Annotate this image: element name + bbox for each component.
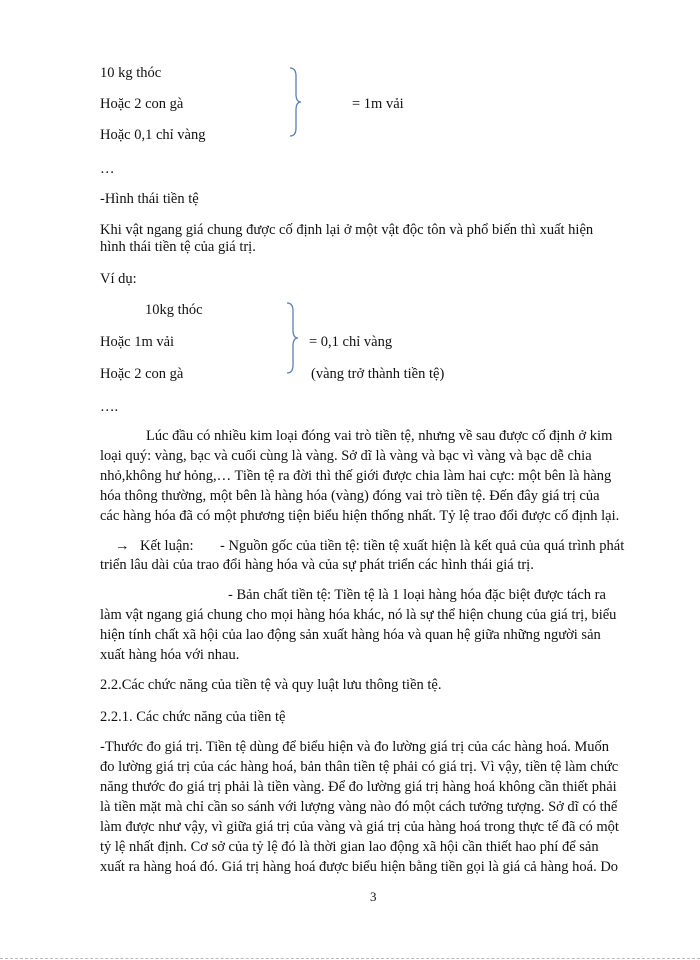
example1-ellipsis: …: [100, 161, 115, 177]
measure-para-line: đo lường giá trị của các hàng hoá, bản thân tiền tệ phải có giá trị. Vì vậy, tiền tệ làm chức: [100, 759, 619, 775]
example2-item2: Hoặc 1m vải: [100, 334, 175, 350]
money-form-heading: -Hình thái tiền tệ: [100, 191, 199, 207]
measure-para-line: -Thước đo giá trị. Tiền tệ dùng để biểu hiện và đo lường giá trị của các hàng hoá. Muốn: [100, 739, 610, 755]
history-para-line: Lúc đầu có nhiều kim loại đóng vai trò tiền tệ, nhưng về sau được cố định ở kim: [146, 428, 613, 444]
brace-2: [283, 301, 303, 375]
conclusion-essence-line: - Bản chất tiền tệ: Tiền tệ là 1 loại hàng hóa đặc biệt được tách ra: [228, 587, 606, 603]
money-form-para-line: hình thái tiền tệ của giá trị.: [100, 239, 256, 255]
measure-para-line: là tiền mặt mà chỉ cần so sánh với lượng vàng nào đó một cách tưởng tượng. Sở dĩ có thể: [100, 799, 618, 815]
example2-item3: Hoặc 2 con gà: [100, 366, 184, 382]
conclusion-essence-line: làm vật ngang giá chung cho mọi hàng hóa khác, nó là sự thể hiện chung của giá trị, biểu: [100, 607, 617, 623]
example2-item1: 10kg thóc: [145, 302, 203, 318]
money-form-para-line: Khi vật ngang giá chung được cố định lại ở một vật độc tôn và phổ biến thì xuất hiện: [100, 222, 594, 238]
history-para-line: nhỏ,không hư hỏng,… Tiền tệ ra đời thì thế giới được chia làm hai cực: một bên là hàng: [100, 468, 612, 484]
page-number: 3: [370, 889, 377, 904]
example1-item2: Hoặc 2 con gà: [100, 96, 184, 112]
brace-1: [286, 66, 306, 138]
history-para-line: hóa thông thường, một bên là hàng hóa (vàng) đóng vai trò tiền tệ. Đến đây giá trị của: [100, 488, 600, 504]
example2-note: (vàng trở thành tiền tệ): [311, 366, 445, 382]
history-para-line: các hàng hóa đã có một phương tiện biểu hiện thống nhất. Tỷ lệ trao đổi được cố định lại.: [100, 508, 620, 524]
conclusion-origin-line: triển lâu dài của trao đổi hàng hóa và của sự phát triển các hình thái giá trị.: [100, 557, 534, 573]
conclusion-origin-line: - Nguồn gốc của tiền tệ: tiền tệ xuất hiện là kết quả của quá trình phát: [220, 538, 625, 554]
measure-para-line: tỷ lệ nhất định. Cơ sở của tỷ lệ đó là thời gian lao động xã hội cần thiết hao phí để sản: [100, 839, 599, 855]
measure-para-line: làm được như vậy, vì giữa giá trị của vàng và giá trị của hàng hoá trong thực tế đã có một: [100, 819, 619, 835]
conclusion-essence-line: xuất hàng hóa với nhau.: [100, 647, 240, 663]
example1-item3: Hoặc 0,1 chỉ vàng: [100, 127, 206, 143]
conclusion-essence-line: hiện tính chất xã hội của lao động sản xuất hàng hóa và quan hệ giữa những người sản: [100, 627, 601, 643]
example2-label: Ví dụ:: [100, 271, 137, 287]
example2-equals: = 0,1 chỉ vàng: [309, 334, 393, 350]
measure-para-line: xuất ra hàng hoá đó. Giá trị hàng hoá được biểu hiện bằng tiền gọi là giá cả hàng hoá. Do: [100, 859, 619, 875]
history-para-line: loại quý: vàng, bạc và cuối cùng là vàng. Sở dĩ là vàng và bạc vì vàng và bạc dễ chia: [100, 448, 592, 464]
section-heading-2-2: 2.2.Các chức năng của tiền tệ và quy luật lưu thông tiền tệ.: [100, 677, 442, 693]
example1-equals: = 1m vải: [352, 96, 404, 112]
example2-ellipsis: ….: [100, 399, 119, 415]
example1-item1: 10 kg thóc: [100, 65, 162, 81]
section-heading-2-2-1: 2.2.1. Các chức năng của tiền tệ: [100, 709, 286, 725]
page-break-divider: [0, 958, 700, 959]
conclusion-label: Kết luận:: [140, 538, 194, 554]
measure-para-line: năng thước đo giá trị phải là tiền vàng. Để đo lường giá trị hàng hoá không cần thiết phải: [100, 779, 617, 795]
conclusion-arrow-icon: →: [115, 538, 130, 554]
